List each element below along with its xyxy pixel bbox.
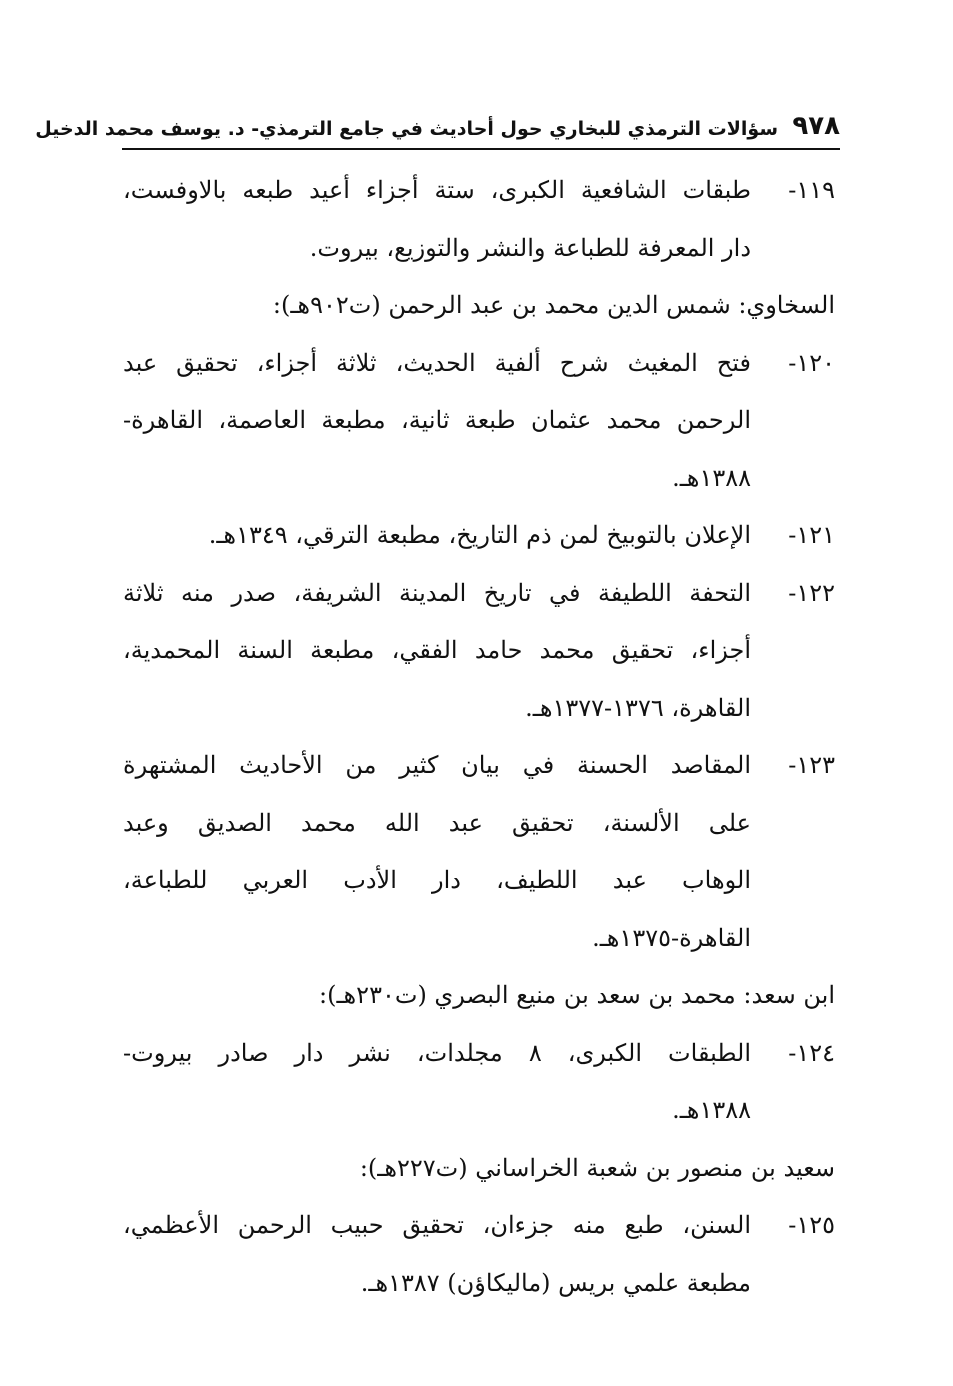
entry-line: ١٣٨٨هـ. [672,463,751,492]
entry-number: ١٢٤- [788,1038,835,1067]
entry-text [123,737,751,967]
entry-line: السنن، طبع منه جزءان، تحقيق حبيب الرحمن الأعظمي، [123,1211,751,1239]
entry-line: على الألسنة، تحقيق عبد الله محمد الصديق وعبد [123,808,751,837]
bibliography-entry [123,162,835,277]
bibliography-entry [123,565,835,738]
running-title: سؤالات الترمذي للبخاري حول أحاديث في جامع الترمذي- د. يوسف محمد الدخيل [35,118,778,140]
entry-number: ١٢٥- [788,1211,835,1239]
bibliography-entry [123,737,835,967]
entry-line: ١٣٨٨هـ. [672,1096,751,1124]
entry-line: أجزاء، تحقيق محمد حامد الفقي، مطبعة السنة المحمدية، [123,636,751,664]
page-number: ٩٧٨ [792,111,840,141]
author-heading: السخاوي: شمس الدين محمد بن عبد الرحمن (ت٩٠٢هـ): [272,291,835,319]
entry-line: الوهاب عبد اللطيف، دار الأدب العربي للطباعة، [123,866,751,894]
entry-text [123,162,751,277]
bibliography-entry [123,507,835,565]
entry-line: طبقات الشافعية الكبرى، ستة أجزاء أعيد طبعه بالاوفست، [123,176,751,204]
entry-line: الرحمن محمد عثمان طبعة ثانية، مطبعة العاصمة، القاهرة- [123,406,751,434]
entry-number: ١٢١- [788,521,835,549]
entry-line: التحفة اللطيفة في تاريخ المدينة الشريفة، صدر منه ثلاثة [123,578,751,607]
entry-line: القاهرة-١٣٧٥هـ. [592,923,751,952]
entry-line: دار المعرفة للطباعة والنشر والتوزيع، بيروت. [309,233,751,262]
entry-line: المقاصد الحسنة في بيان كثير من الأحاديث المشتهرة [123,751,751,779]
bibliography-entry [123,1197,835,1312]
entry-text [123,335,751,508]
entry-text [123,565,751,738]
bibliography-entry [123,1025,835,1140]
entry-number: ١١٩- [788,176,835,204]
entry-line: فتح المغيث شرح ألفية الحديث، ثلاثة أجزاء، تحقيق عبد [123,348,751,377]
page-header [35,108,840,150]
entry-number: ١٢٢- [788,578,835,607]
entry-text [123,1025,751,1140]
entry-line: مطبعة علمي بريس (ماليكاؤن) ١٣٨٧هـ. [360,1268,751,1297]
entry-line: الإعلان بالتوبيخ لمن ذم التاريخ، مطبعة الترقي، ١٣٤٩هـ. [208,521,751,549]
entry-number: ١٢٠- [788,348,835,377]
entry-text [123,1197,751,1312]
author-heading: سعيد بن منصور بن شعبة الخراساني (ت٢٢٧هـ): [359,1153,835,1182]
entry-text [123,507,751,565]
bibliography-entry [123,335,835,508]
bibliography-body [123,162,835,1312]
entry-line: الطبقات الكبرى، ٨ مجلدات، نشر دار صادر بيروت- [123,1038,751,1067]
author-heading: ابن سعد: محمد بن سعد بن منيع البصري (ت٢٣٠هـ): [319,981,835,1009]
entry-line: القاهرة، ١٣٧٦-١٣٧٧هـ. [525,693,751,722]
entry-number: ١٢٣- [788,751,835,779]
